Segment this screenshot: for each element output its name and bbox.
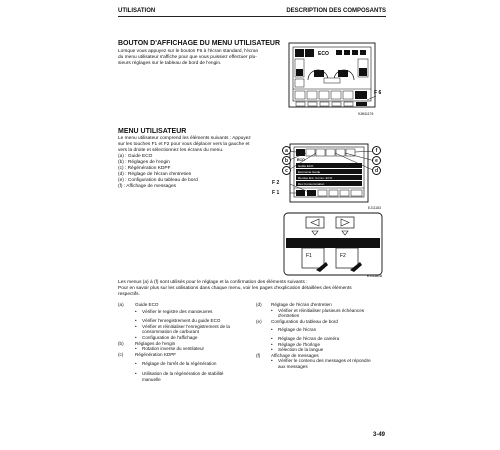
list-item: (a) Guide ECO	[118, 302, 159, 307]
section1-line: Lorsque vous appuyez sur le bouton F6 à l'écran standard, l'écran	[118, 49, 259, 54]
fig2-menu-item-1: Economie Guide	[298, 170, 321, 174]
section2-line: vers la droite et sélectionnez les écrans du menu.	[118, 148, 224, 153]
left-column	[118, 302, 250, 382]
section2-line: (a) : Guide ECO	[118, 154, 153, 159]
page-number: 3-49	[373, 432, 386, 438]
section1-line: sieurs réglages sur le tableau de bord de l'engin.	[118, 61, 222, 66]
list-item: • Réglage de l'arrêt de la régénération	[135, 361, 250, 367]
section2-line: (c) : Régénération KDPF	[118, 166, 171, 171]
section2-line: (e) : Configuration du tableau de bord	[118, 178, 198, 183]
fig3-key-f1: F1	[306, 253, 312, 259]
figure-monitor-standard	[288, 42, 384, 118]
fig3-id: EJ11181A	[367, 274, 383, 278]
figure-key-panel	[270, 212, 386, 278]
section2-line: (d) : Réglage de l'écran d'entretien	[118, 172, 192, 177]
fig2-label-f1: F 1	[272, 190, 280, 196]
fig2-menu-item-0: Guide ECO	[298, 164, 314, 168]
fig2-screen-title: ECO	[297, 158, 305, 162]
fig2-callout-f: f	[372, 146, 381, 155]
fig2-callout-c: c	[282, 166, 291, 175]
list-item: (e) Configuration du tableau de bord	[256, 318, 338, 324]
section1-text	[118, 49, 278, 67]
fig2-label-f2: F 2	[272, 180, 280, 186]
fig2-callout-e: e	[372, 156, 381, 165]
list-item: manuelle	[142, 376, 161, 382]
header-left: UTILISATION	[118, 8, 156, 14]
header-rule	[118, 16, 386, 17]
list-item: (d) Réglage de l'écran d'entretien	[256, 302, 332, 307]
header-right: DESCRIPTION DES COMPOSANTS	[286, 8, 386, 14]
fig2-id: EJ11183	[368, 206, 381, 210]
list-item: • Réglage de l'écran	[271, 327, 388, 333]
list-item: • Vérifier et réinitialiser plusieurs échéances	[271, 308, 388, 314]
fig2-menu-item-2: Remise Enr. Comm. ECO	[298, 176, 333, 180]
list-item: d'entretien	[278, 313, 300, 319]
section2-line: (f) : Affichage de messages	[118, 184, 177, 189]
list-item: • Vérifier le contenu des messages et répondre	[271, 358, 388, 364]
list-item: consommation de carburant	[142, 329, 199, 335]
fig2-callout-d: d	[372, 166, 381, 175]
section2-line: Le menu utilisateur comprend les éléments suivants : Appuyez	[118, 136, 251, 141]
list-item: • Réglage de l'horloge	[271, 342, 388, 348]
list-item: • Rotation inverse du ventilateur	[135, 346, 250, 352]
list-item: • Utilisation de la régénération de stabilité	[135, 371, 250, 377]
fig2-menu-item-3: Rec Consommation	[298, 182, 325, 186]
intro-text	[118, 280, 386, 298]
list-item: (c) Régénération KDPF	[118, 351, 177, 357]
fig2-callout-b: b	[282, 156, 291, 165]
intro-line: Les menus (a) à (f) sont utilisés pour le réglage et la confirmation des éléments suivants :	[118, 280, 308, 285]
section2-title: MENU UTILISATEUR	[118, 128, 187, 135]
list-item: • Réglage de l'écran de caméra	[271, 336, 388, 342]
fig1-callout: F 6	[374, 90, 382, 96]
list-item: • Vérifier le registre des manœuvres	[135, 309, 250, 315]
right-column	[256, 302, 388, 370]
list-item: (b) Réglages de l'engin	[118, 340, 176, 346]
list-item: • Vérifier l'enregistrement du guide ECO	[135, 318, 250, 324]
list-item: • Sélection de la langue	[271, 347, 388, 353]
list-item: aux messages	[278, 363, 308, 369]
fig3-key-f2: F2	[340, 253, 346, 259]
fig2-callout-a: a	[282, 146, 291, 155]
list-item: (f) Affichage de messages	[256, 352, 319, 358]
fig1-screen-title: ECO	[318, 51, 329, 57]
intro-line: Pour en savoir plus sur les utilisations dans chaque menu, voir les pages d'explication détaillées des éléments	[118, 286, 352, 291]
figure-user-menu	[276, 140, 386, 210]
list-item: • Vérifier et réinitialiser l'enregistrement de la	[135, 324, 250, 330]
fig1-id: 9JM11176	[358, 112, 374, 116]
list-item: • Configuration de l'affichage	[135, 335, 250, 341]
section2-line: (b) : Réglages de l'engin	[118, 160, 170, 165]
section2-text	[118, 136, 273, 190]
section1-line: du menu utilisateur s'affiche pour que vous puissiez effectuer plu-	[118, 55, 257, 60]
intro-line: respectifs.	[118, 292, 140, 297]
section1-title: BOUTON D'AFFICHAGE DU MENU UTILISATEUR	[118, 40, 281, 47]
section2-line: sur les touches F1 et F2 pour vous déplacer vers la gauche et	[118, 142, 250, 147]
